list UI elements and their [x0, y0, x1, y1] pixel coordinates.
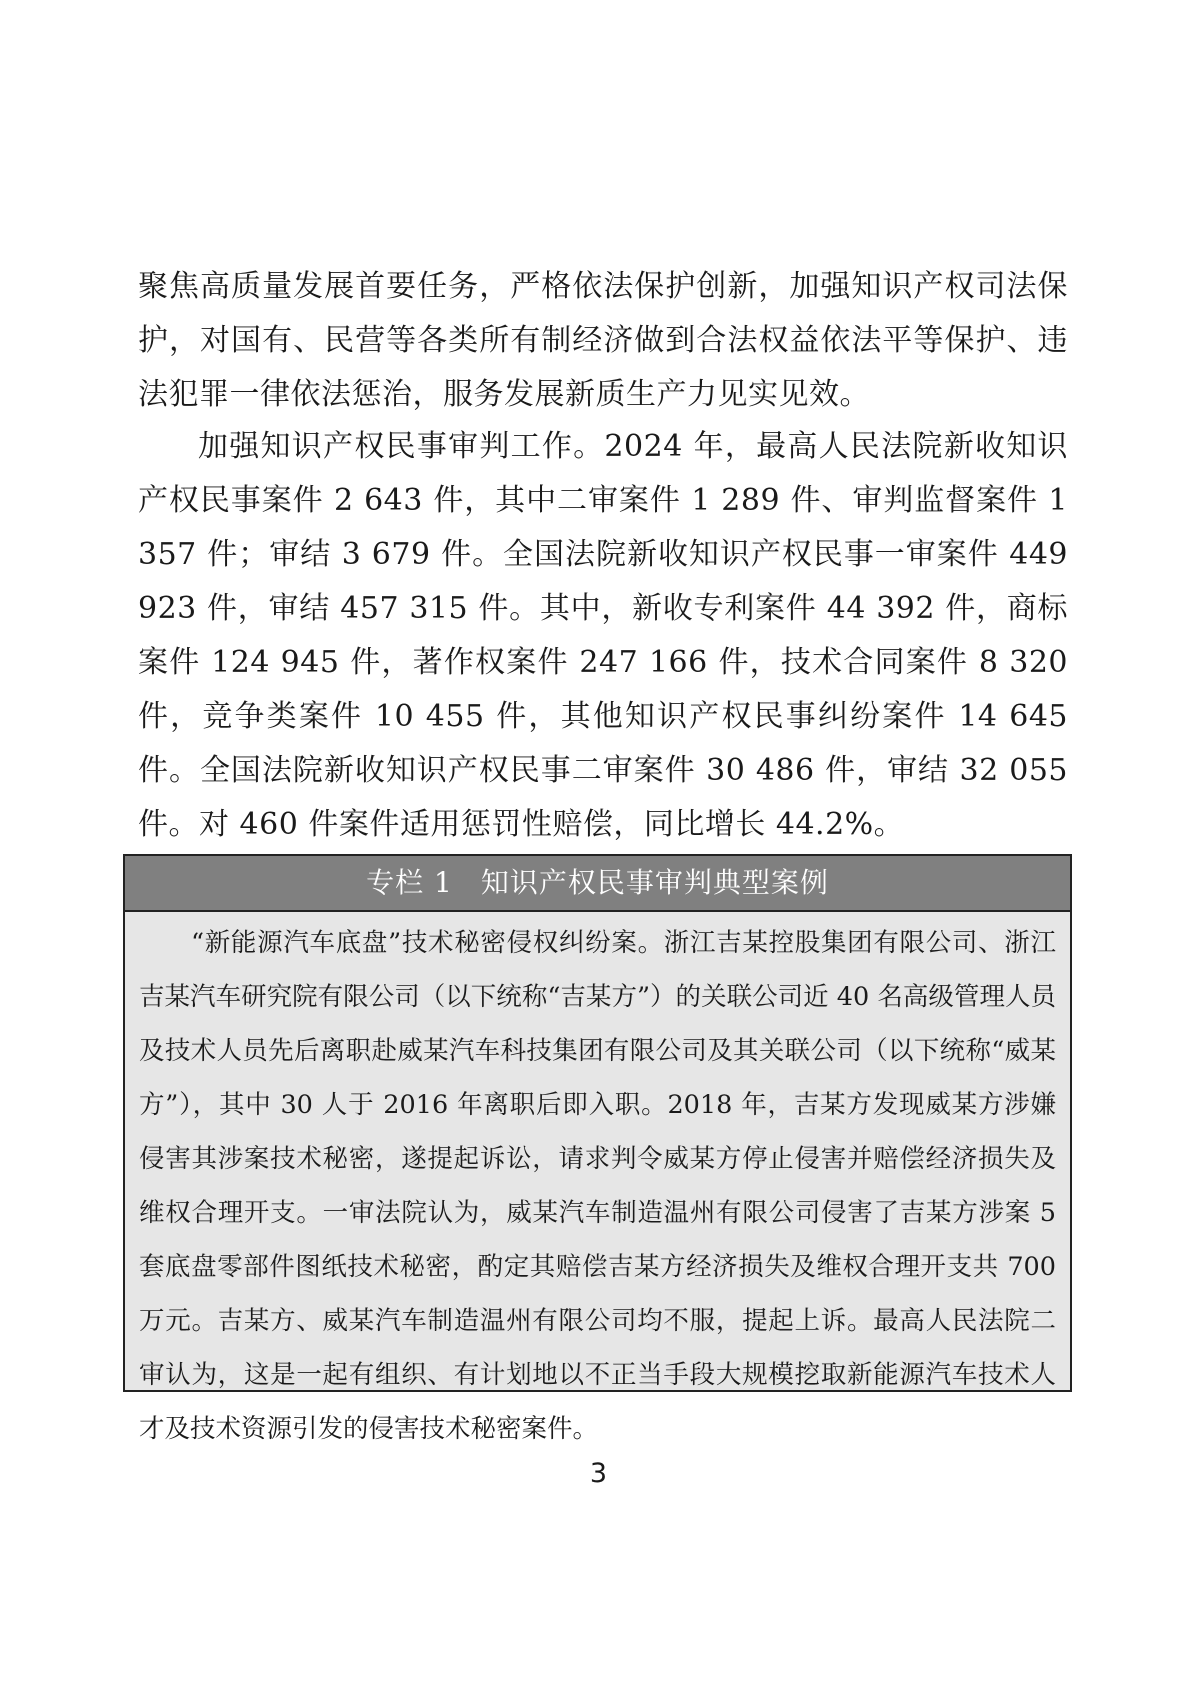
sidebar-header — [125, 856, 1070, 912]
sidebar-label: 专栏 1 — [366, 866, 453, 899]
sidebar-case-text: “新能源汽车底盘”技术秘密侵权纠纷案。浙江吉某控股集团有限公司、浙江吉某汽车研究院有限公司（以下统称“吉某方”）的关联公司近 40 名高级管理人员及技术人员先后离职赴威某汽车科技集团有限公司及其关联公司（以下统称“威某方”），其中 30 人于 2016 年离职后即入职。2018 年，吉某方发现威某方涉嫌侵害其涉案技术秘密，遂提起诉讼，请求判令威某方停止侵害并赔偿经济损失及维权合理开支。一审法院认为，威某汽车制造温州有限公司侵害了吉某方涉案 5 套底盘零部件图纸技术秘密，酌定其赔偿吉某方经济损失及维权合理开支共 700 万元。吉某方、威某汽车制造温州有限公司均不服，提起上诉。最高人民法院二审认为，这是一起有组织、有计划地以不正当手段大规模挖取新能源汽车技术人才及技术资源引发的侵害技术秘密案件。 — [139, 928, 1056, 1444]
sidebar-title: 知识产权民事审判典型案例 — [480, 866, 829, 899]
body-paragraph-intro: 聚焦高质量发展首要任务，严格依法保护创新，加强知识产权司法保护，对国有、民营等各类所有制经济做到合法权益依法平等保护、违法犯罪一律依法惩治，服务发展新质生产力见实见效。 — [138, 269, 1068, 412]
body-paragraph-civil-trials: 加强知识产权民事审判工作。2024 年，最高人民法院新收知识产权民事案件 2 643 件，其中二审案件 1 289 件、审判监督案件 1 357 件；审结 3 679 件。全国法院新收知识产权民事一审案件 449 923 件，审结 457 315 件。其中，新收专利案件 44 392 件，商标案件 124 945 件，著作权案件 247 166 件，技术合同案件 8 320 件，竞争类案件 10 455 件，其他知识产权民事纠纷案件 14 645 件。全国法院新收知识产权民事二审案件 30 486 件，审结 32 055 件。对 460 件案件适用惩罚性赔偿，同比增长 44.2%。 — [138, 429, 1068, 842]
case-sidebar-box — [123, 854, 1072, 1444]
page-number: 3 — [589, 1458, 608, 1489]
